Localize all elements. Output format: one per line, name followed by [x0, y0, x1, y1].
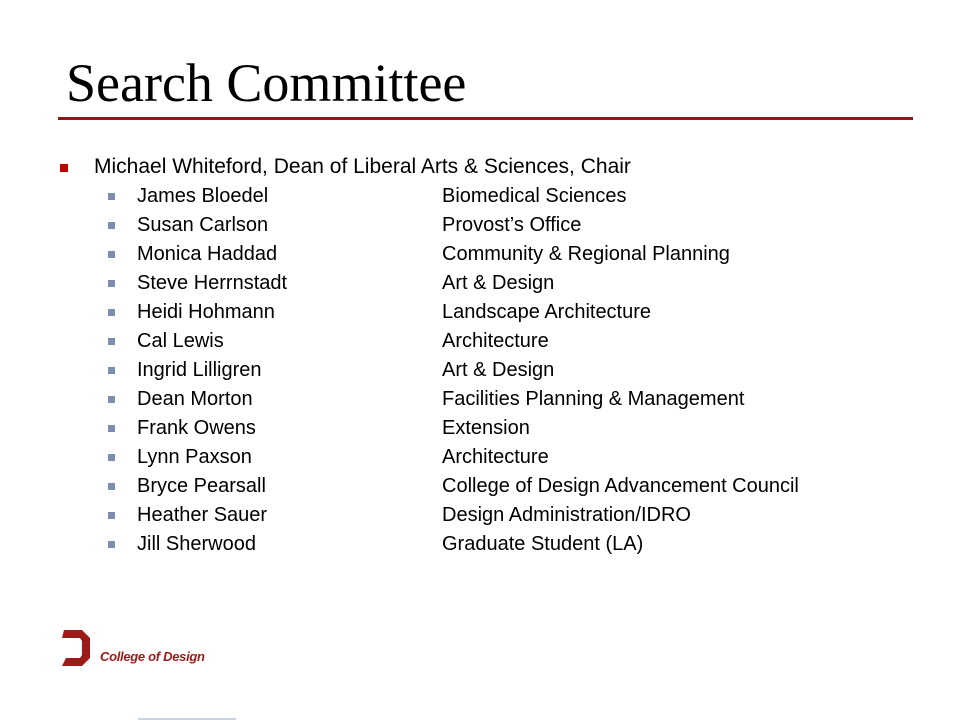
member-department: Extension	[442, 417, 530, 439]
square-bullet-icon	[108, 396, 115, 403]
member-row	[0, 182, 960, 211]
square-bullet-icon	[108, 338, 115, 345]
member-department: Architecture	[442, 446, 549, 468]
member-row	[0, 530, 960, 559]
member-name: Lynn Paxson	[137, 446, 252, 468]
college-of-design-logo	[60, 628, 220, 670]
member-department: Facilities Planning & Management	[442, 388, 745, 410]
member-name: Steve Herrnstadt	[137, 272, 288, 294]
square-bullet-icon	[108, 367, 115, 374]
square-bullet-icon	[108, 454, 115, 461]
member-department: Art & Design	[442, 272, 555, 294]
square-bullet-icon	[108, 280, 115, 287]
square-bullet-icon	[108, 512, 115, 519]
member-department: College of Design Advancement Council	[442, 475, 799, 497]
member-department: Landscape Architecture	[442, 301, 652, 323]
member-row	[0, 414, 960, 443]
logo-text: College of Design	[100, 649, 205, 664]
member-name: Heather Sauer	[137, 504, 268, 526]
member-name: Bryce Pearsall	[137, 475, 266, 497]
member-department: Art & Design	[442, 359, 555, 381]
member-name: Cal Lewis	[137, 330, 224, 352]
chair-list-item	[0, 152, 960, 182]
member-row	[0, 501, 960, 530]
member-name: Susan Carlson	[137, 214, 269, 236]
member-name: Ingrid Lilligren	[137, 359, 262, 381]
member-department: Design Administration/IDRO	[442, 504, 691, 526]
member-row	[0, 385, 960, 414]
member-row	[0, 443, 960, 472]
member-row	[0, 269, 960, 298]
member-name: Jill Sherwood	[137, 533, 256, 555]
member-row	[0, 327, 960, 356]
member-name: Monica Haddad	[137, 243, 278, 265]
title-divider	[58, 117, 913, 120]
square-bullet-icon	[108, 483, 115, 490]
member-department: Community & Regional Planning	[442, 243, 730, 265]
member-row	[0, 356, 960, 385]
square-bullet-icon	[108, 222, 115, 229]
square-bullet-icon	[108, 309, 115, 316]
member-row	[0, 211, 960, 240]
member-row	[0, 298, 960, 327]
square-bullet-icon	[60, 164, 68, 172]
square-bullet-icon	[108, 193, 115, 200]
member-row	[0, 472, 960, 501]
square-bullet-icon	[108, 541, 115, 548]
square-bullet-icon	[108, 425, 115, 432]
chair-text: Michael Whiteford, Dean of Liberal Arts & Sciences, Chair	[94, 155, 631, 178]
slide-content	[0, 152, 960, 559]
member-name: Dean Morton	[137, 388, 253, 410]
slide-title: Search Committee	[66, 53, 467, 113]
college-of-design-d-logo-icon	[60, 628, 94, 668]
member-department: Biomedical Sciences	[442, 185, 627, 207]
member-name: James Bloedel	[137, 185, 269, 207]
member-name: Heidi Hohmann	[137, 301, 275, 323]
square-bullet-icon	[108, 251, 115, 258]
member-row	[0, 240, 960, 269]
member-department: Architecture	[442, 330, 549, 352]
member-department: Provost’s Office	[442, 214, 582, 236]
committee-member-list	[0, 182, 960, 559]
member-name: Frank Owens	[137, 417, 256, 439]
member-department: Graduate Student (LA)	[442, 533, 644, 555]
